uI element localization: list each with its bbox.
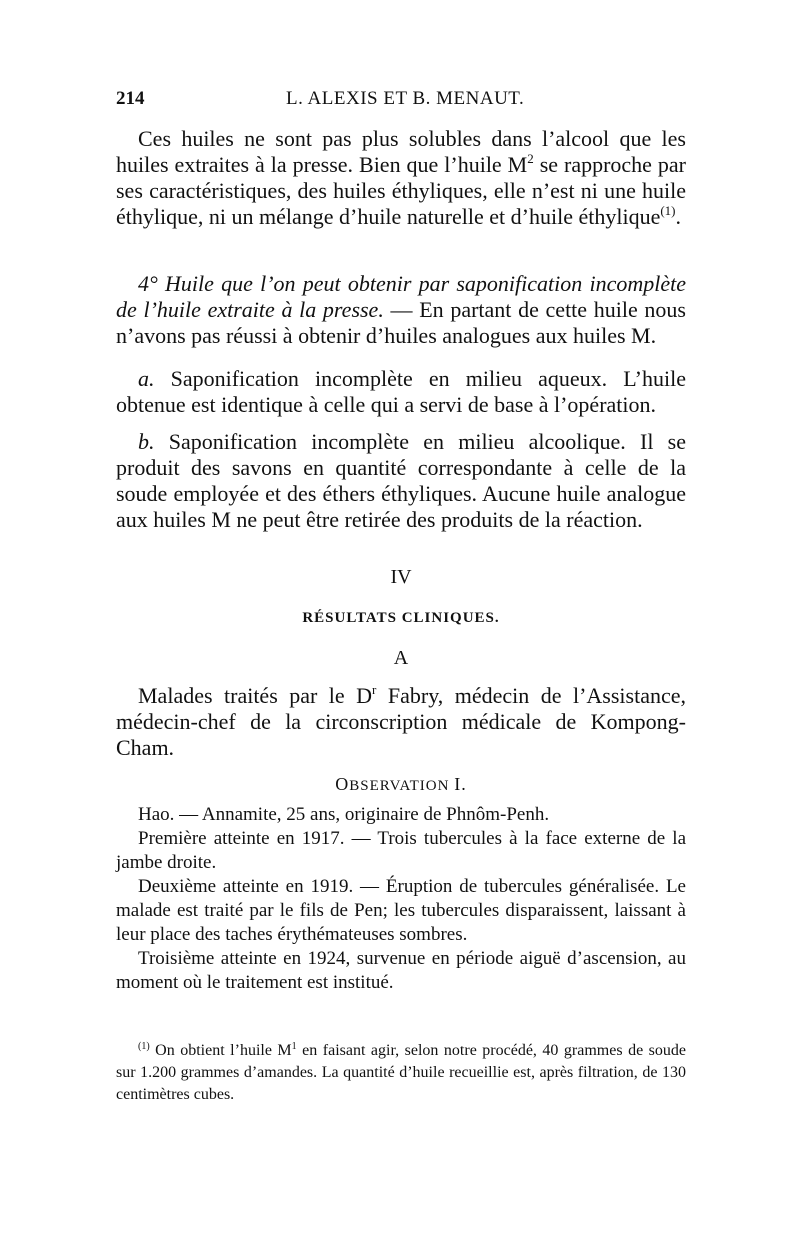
running-title: L. ALEXIS ET B. MENAUT. xyxy=(286,88,525,109)
observation-heading: OBSERVATION I. xyxy=(335,774,467,794)
section-title: RÉSULTATS CLINIQUES. xyxy=(302,610,500,626)
paragraph-patients-intro: Malades traités par le $D^r$ Fabry, médecin de l’Assistance, médecin-chef de la circonscription médicale de Kompong-Cham. xyxy=(116,682,686,760)
observation-line: Hao. — Annamite, 25 ans, originaire de Phnôm-Penh. xyxy=(138,804,550,825)
footnote-ref: (1) xyxy=(660,203,676,218)
observation-body xyxy=(116,803,686,995)
paragraph-saponification: 4° Huile que l’on peut obtenir par saponification incomplète de l’huile extraite à la presse. — En partant de cette huile nous n’avons pas réussi à obtenir d’huiles analogues aux huiles M. xyxy=(116,271,686,348)
footnote: $^{(1)}$ On obtient l’huile $M^1$ en faisant agir, selon notre procédé, 40 grammes de soude sur 1.200 grammes d’amandes. La quantité d’huile recueillie est, après filtration, de 130 centimètres cubes. xyxy=(116,1041,686,1103)
section-number: IV xyxy=(390,566,412,588)
observation-line: Première atteinte en 1917. — Trois tubercules à la face externe de la jambe droite. xyxy=(116,828,686,873)
observation-line: Troisième atteinte en 1924, survenue en période aiguë d’ascension, au moment où le traitement est institué. xyxy=(116,948,686,993)
paragraph-solubility: Ces huiles ne sont pas plus solubles dans l’alcool que les huiles extraites à la presse. Bien que l’huile $M^2$ se rapproche par ses caractéristiques, des huiles éthyliques, elle n’est ni une huile éthylique, ni un mélange d’huile naturelle et d’huile éthylique$^{(1)}$. xyxy=(116,126,686,229)
subsection-letter: A xyxy=(393,647,409,669)
observation-line: Deuxième atteinte en 1919. — Éruption de tubercules généralisée. Le malade est traité par le fils de Pen; les tubercules disparaissent, laissant à leur place des taches érythémateuses sombres. xyxy=(116,876,686,945)
page-number: 214 xyxy=(116,88,145,109)
running-head xyxy=(116,88,686,114)
paragraph-alcoholic: b. Saponification incomplète en milieu alcoolique. Il se produit des savons en quantité correspondante à celle de la soude employée et des éthers éthyliques. Aucune huile analogue aux huiles M ne peut être retirée des produits de la réaction. xyxy=(116,429,686,532)
footnote-marker: (1) xyxy=(138,1041,150,1052)
paragraph-aqueous: a. Saponification incomplète en milieu aqueux. L’huile obtenue est identique à celle qui a servi de base à l’opération. xyxy=(116,366,686,417)
